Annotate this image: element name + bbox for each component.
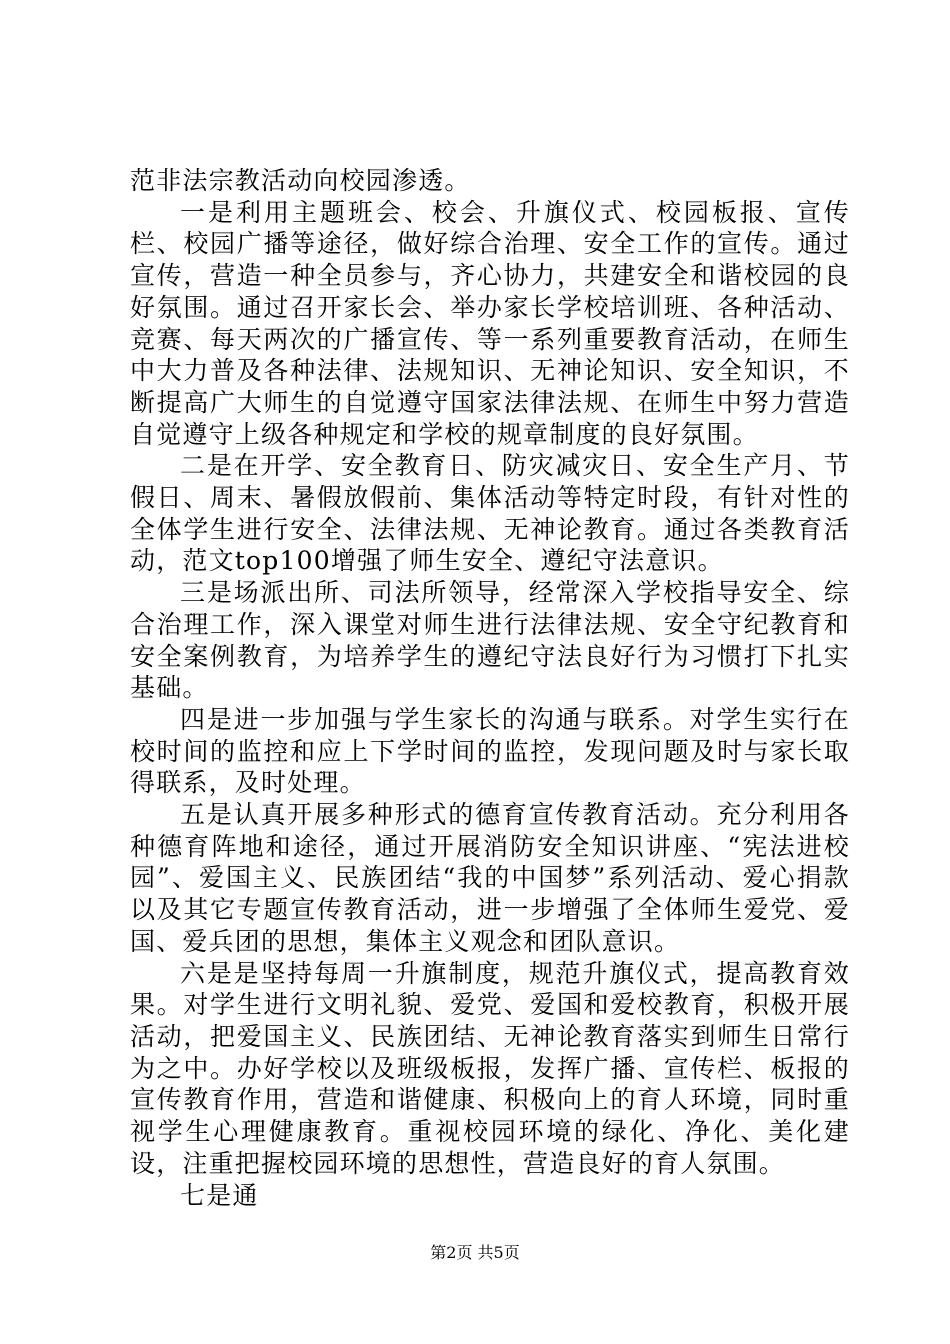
- paragraph-item-4: 四是进一步加强与学生家长的沟通与联系。对学生实行在校时间的监控和应上下学时间的监控，发现问题及时与家长取得联系，及时处理。: [130, 704, 850, 798]
- paragraph-continuation: 范非法宗教活动向校园渗透。: [130, 166, 471, 195]
- page-number-footer: 第2页 共5页: [430, 1243, 520, 1262]
- paragraph-item-1: 一是利用主题班会、校会、升旗仪式、校园板报、宣传栏、校园广播等途径，做好综合治理、安全工作的宣传。通过宣传，营造一种全员参与，齐心协力，共建安全和谐校园的良好氛围。通过召开家长会、举办家长学校培训班、各种活动、竞赛、每天两次的广播宣传、等一系列重要教育活动，在师生中大力普及各种法律、法规知识、无神论知识、安全知识，不断提高广大师生的自觉遵守国家法律法规、在师生中努力营造自觉遵守上级各种规定和学校的规章制度的良好氛围。: [130, 197, 850, 449]
- document-body: [130, 165, 850, 1211]
- paragraph-item-3: 三是场派出所、司法所领导，经常深入学校指导安全、综合治理工作，深入课堂对师生进行法律法规、安全守纪教育和安全案例教育，为培养学生的遵纪守法良好行为习惯打下扎实基础。: [130, 578, 850, 703]
- paragraph-item-6: 六是是坚持每周一升旗制度，规范升旗仪式，提高教育效果。对学生进行文明礼貌、爱党、爱国和爱校教育，积极开展活动，把爱国主义、民族团结、无神论教育落实到师生日常行为之中。办好学校以及班级板报，发挥广播、宣传栏、板报的宣传教育作用，营造和谐健康、积极向上的育人环境，同时重视学生心理健康教育。重视校园环境的绿化、净化、美化建设，注重把握校园环境的思想性，营造良好的育人氛围。: [130, 958, 850, 1178]
- paragraph-item-7: 七是通: [180, 1180, 259, 1210]
- paragraph-item-5: 五是认真开展多种形式的德育宣传教育活动。充分利用各种德育阵地和途径，通过开展消防安全知识讲座、“宪法进校园”、爱国主义、民族团结“我的中国梦”系列活动、爱心捐款以及其它专题宣传教育活动，进一步增强了全体师生爱党、爱国、爱兵团的思想，集体主义观念和团队意识。: [130, 800, 850, 956]
- paragraph-item-2: 二是在开学、安全教育日、防灾减灾日、安全生产月、节假日、周末、暑假放假前、集体活动等特定时段，有针对性的全体学生进行安全、法律法规、无神论教育。通过各类教育活动，范文top100增强了师生安全、遵纪守法意识。: [130, 451, 850, 576]
